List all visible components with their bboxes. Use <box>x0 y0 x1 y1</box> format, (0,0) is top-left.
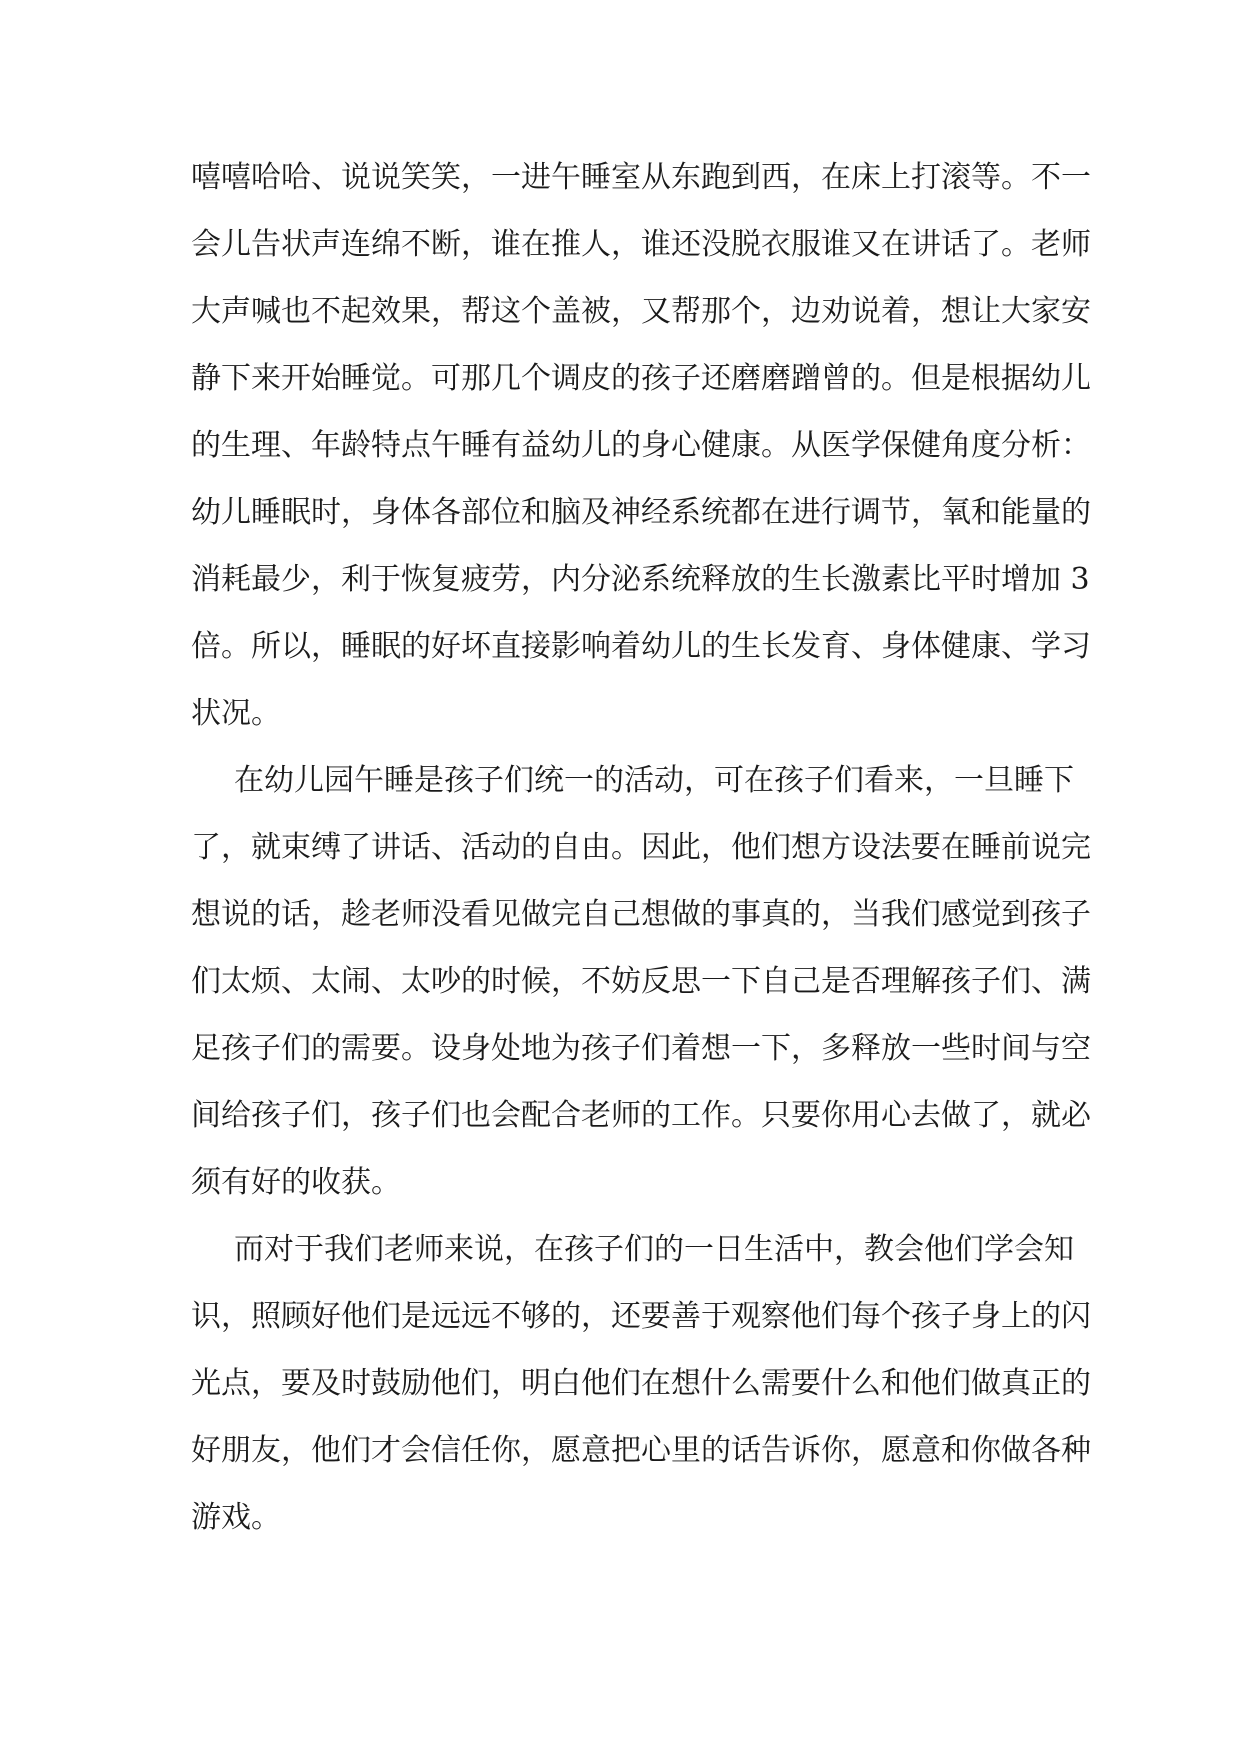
text-line: 须有好的收获。 <box>191 1165 401 1200</box>
text-line: 状况。 <box>191 696 281 731</box>
text-line: 想说的话，趁老师没看见做完自己想做的事真的，当我们感觉到孩子 <box>191 897 1091 932</box>
text-line: 静下来开始睡觉。可那几个调皮的孩子还磨磨蹭曾的。但是根据幼儿 <box>191 361 1091 396</box>
text-line: 幼儿睡眠时，身体各部位和脑及神经系统都在进行调节，氧和能量的 <box>191 495 1091 530</box>
text-line: 倍。所以，睡眠的好坏直接影响着幼儿的生长发育、身体健康、学习 <box>191 629 1091 664</box>
text-line: 游戏。 <box>191 1500 281 1535</box>
text-line: 嘻嘻哈哈、说说笑笑，一进午睡室从东跑到西，在床上打滚等。不一 <box>191 160 1091 195</box>
text-line: 而对于我们老师来说，在孩子们的一日生活中，教会他们学会知 <box>234 1232 1074 1267</box>
text-line: 了，就束缚了讲话、活动的自由。因此，他们想方设法要在睡前说完 <box>191 830 1091 865</box>
text-line: 在幼儿园午睡是孩子们统一的活动，可在孩子们看来，一旦睡下 <box>234 763 1074 798</box>
text-line: 识，照顾好他们是远远不够的，还要善于观察他们每个孩子身上的闪 <box>191 1299 1091 1334</box>
text-line: 好朋友，他们才会信任你，愿意把心里的话告诉你，愿意和你做各种 <box>191 1433 1091 1468</box>
text-line: 们太烦、太闹、太吵的时候，不妨反思一下自己是否理解孩子们、满 <box>191 964 1091 999</box>
text-line: 消耗最少，利于恢复疲劳，内分泌系统释放的生长激素比平时增加 3 <box>191 562 1090 597</box>
text-line: 光点，要及时鼓励他们，明白他们在想什么需要什么和他们做真正的 <box>191 1366 1091 1401</box>
text-line: 间给孩子们，孩子们也会配合老师的工作。只要你用心去做了，就必 <box>191 1098 1091 1133</box>
text-line: 大声喊也不起效果，帮这个盖被，又帮那个，边劝说着，想让大家安 <box>191 294 1091 329</box>
text-line: 的生理、年龄特点午睡有益幼儿的身心健康。从医学保健角度分析： <box>191 428 1091 463</box>
text-line: 会儿告状声连绵不断，谁在推人，谁还没脱衣服谁又在讲话了。老师 <box>191 227 1091 262</box>
text-line: 足孩子们的需要。设身处地为孩子们着想一下，多释放一些时间与空 <box>191 1031 1091 1066</box>
